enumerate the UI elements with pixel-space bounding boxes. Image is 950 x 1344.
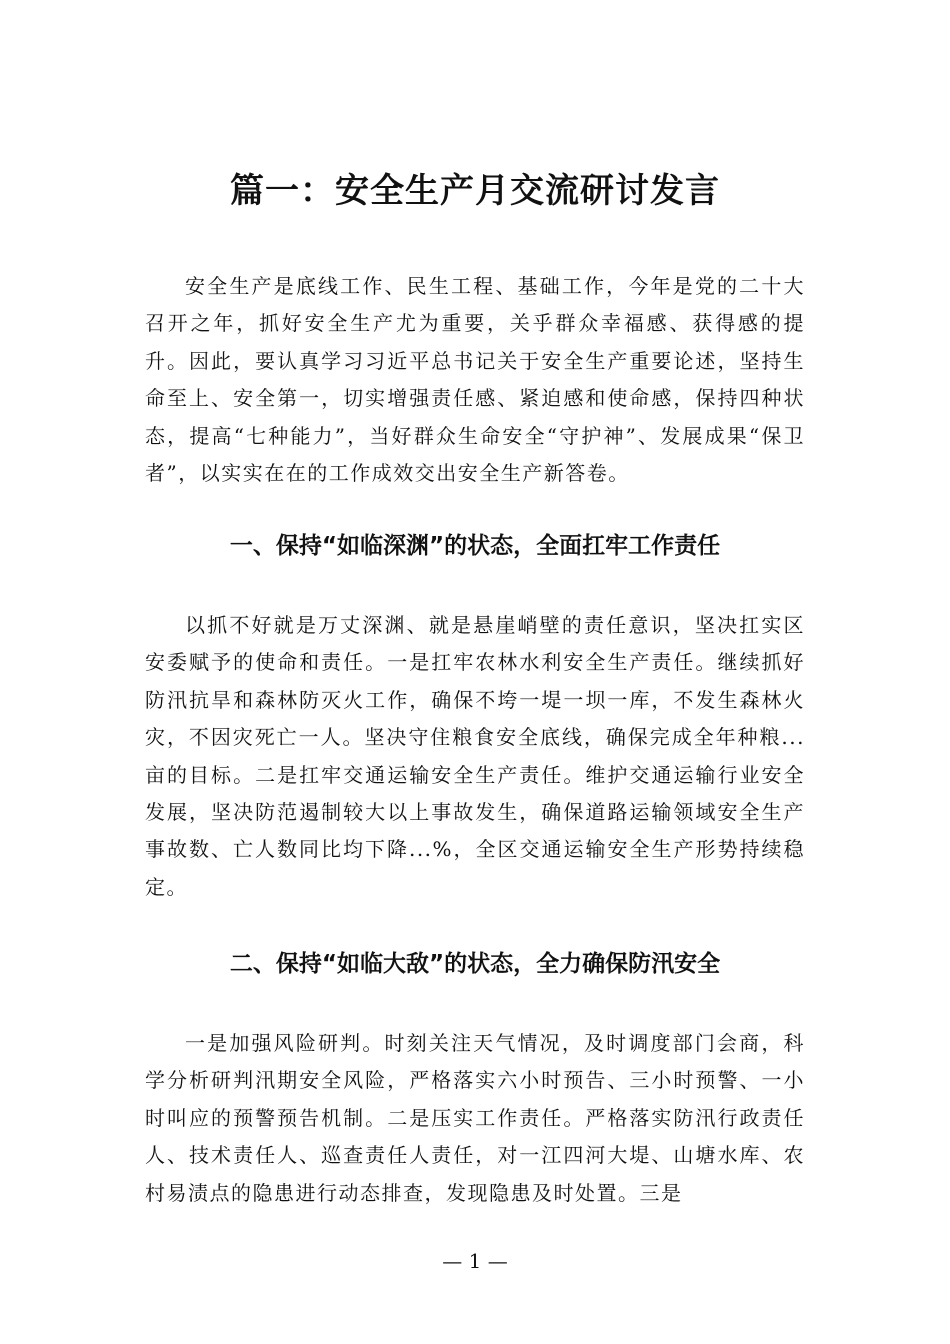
section-body-1: 以抓不好就是万丈深渊、就是悬崖峭壁的责任意识，坚决扛实区安委赋予的使命和责任。一是扛牢农林水利安全生产责任。继续抓好防汛抗旱和森林防灭火工作，确保不垮一堤一坝一库，不发生森林火灾，不因灾死亡一人。坚决守住粮食安全底线，确保完成全年种粮...亩的目标。二是扛牢交通运输安全生产责任。维护交通运输行业安全发展，坚决防范遏制较大以上事故发生，确保道路运输领域安全生产事故数、亡人数同比均下降...%，全区交通运输安全生产形势持续稳定。 (145, 613, 805, 899)
section-body-2: 一是加强风险研判。时刻关注天气情况，及时调度部门会商，科学分析研判汛期安全风险，严格落实六小时预告、三小时预警、一小时叫应的预警预告机制。二是压实工作责任。严格落实防汛行政责任人、技术责任人、巡查责任人责任，对一江四河大堤、山塘水库、农村易渍点的隐患进行动态排查，发现隐患及时处置。三是 (145, 1031, 805, 1205)
section-heading-2: 二、保持“如临大敌”的状态，全力确保防汛安全 (229, 951, 721, 977)
section-heading-1: 一、保持“如临深渊”的状态，全面扛牢工作责任 (229, 533, 721, 559)
document-title: 篇一：安全生产月交流研讨发言 (230, 171, 720, 211)
intro-paragraph: 安全生产是底线工作、民生工程、基础工作，今年是党的二十大召开之年，抓好安全生产尤为重要，关乎群众幸福感、获得感的提升。因此，要认真学习习近平总书记关于安全生产重要论述，坚持生命至上、安全第一，切实增强责任感、紧迫感和使命感，保持四种状态，提高“七种能力”，当好群众生命安全“守护神”、发展成果“保卫者”，以实实在在的工作成效交出安全生产新答卷。 (145, 274, 805, 486)
page-number: — 1 — (442, 1249, 508, 1273)
